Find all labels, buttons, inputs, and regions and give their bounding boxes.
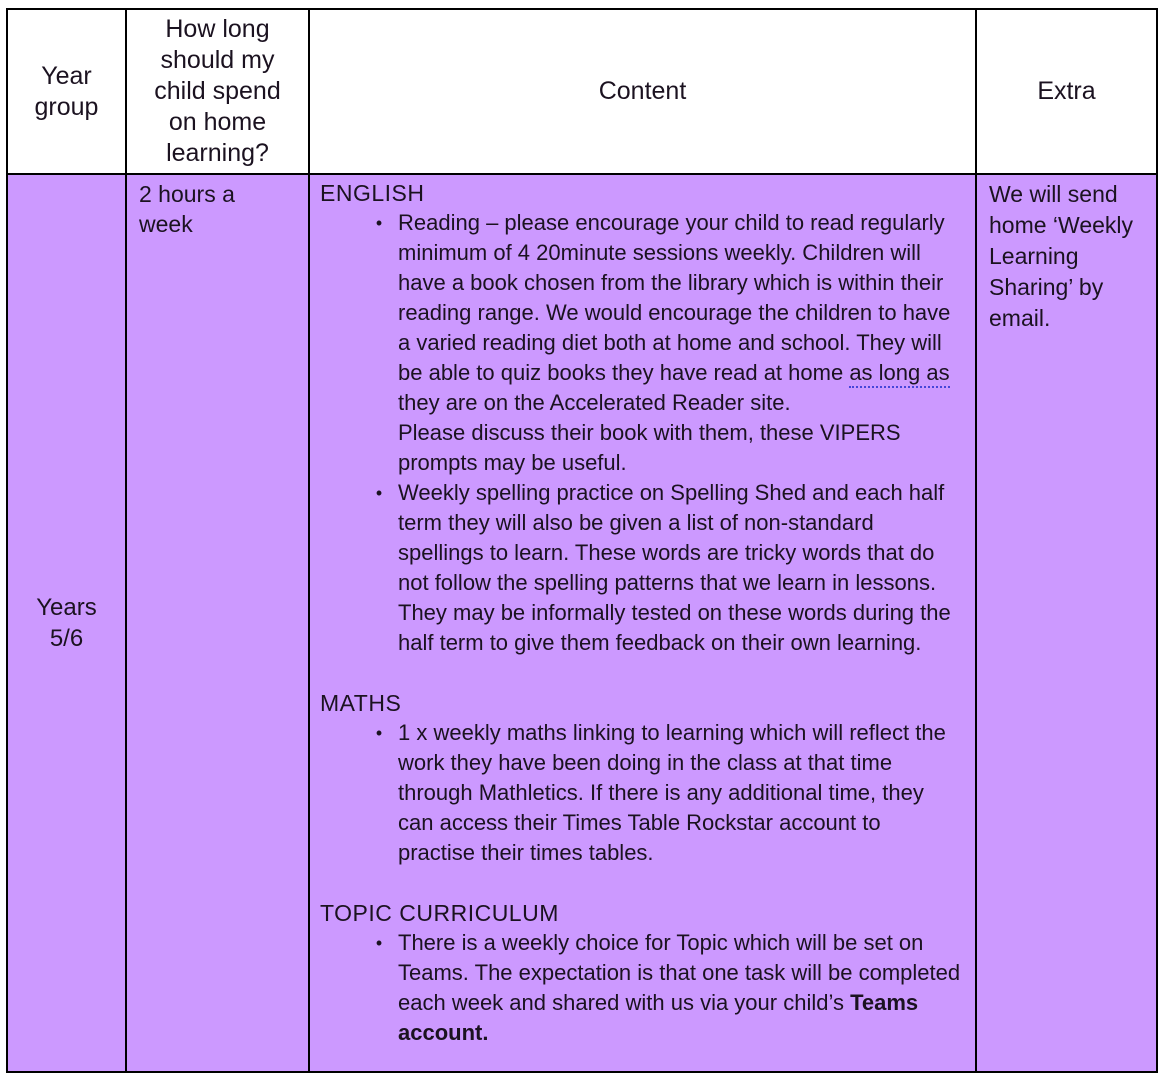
section-english [320,178,967,658]
bullet-icon: • [375,213,383,233]
header-content [309,9,976,174]
grammar-underline-run: as long as [849,360,949,388]
header-row [7,9,1157,174]
cell-extra [976,174,1157,1072]
header-duration-label: How long should my child spend on home learning? [154,15,281,167]
bullet-text-spelling: Weekly spelling practice on Spelling Shed and each half term they will also be given a list of non-standard spellings to learn. These words are tricky words that do not follow the spelling patterns that we learn in lessons. They may be informally tested on these words during the half term to give them feedback on their own learning. [398,480,951,655]
bullet-text-reading [398,208,967,478]
header-content-label: Content [598,77,687,105]
section-heading-topic: TOPIC CURRICULUM [320,900,559,926]
bullet-item-reading [360,208,967,478]
extra-value: We will send home ‘Weekly Learning Sharing’ by email. [989,181,1134,331]
reading-text-end: they are on the Accelerated Reader site. [398,390,791,415]
topic-text-start: There is a weekly choice for Topic which will be set on Teams. The expectation is that one task will be completed each week and shared with us via your child’s [398,930,961,1015]
cell-duration [126,174,309,1072]
table-row [7,174,1157,1072]
section-heading-english: ENGLISH [320,180,425,206]
duration-value: 2 hours a week [139,181,235,237]
topic-bold-run: Teams account. [398,990,919,1045]
header-year-group [7,9,126,174]
section-maths [320,688,967,868]
bullet-item-maths [360,718,967,868]
cell-year-group [7,174,126,1072]
section-heading-maths: MATHS [320,690,402,716]
header-year-group-label: Year group [34,61,99,121]
header-extra [976,9,1157,174]
reading-text-start: Reading – please encourage your child to read regularly minimum of 4 20minute sessions weekly. Children will have a book chosen from the library which is within their reading range. We would encourage the children to have a varied reading diet both at home and school. They will be able to quiz books they have read at home [398,210,951,385]
bullet-item-spelling [360,478,967,658]
bullet-icon: • [375,723,383,743]
header-extra-label: Extra [1037,77,1096,105]
section-topic-curriculum [320,898,967,1048]
bullet-icon: • [375,483,383,503]
home-learning-table [6,8,1158,1073]
bullet-text-maths: 1 x weekly maths linking to learning which will reflect the work they have been doing in the class at that time through Mathletics. If there is any additional time, they can access their Times Table Rockstar account to practise their times tables. [398,720,946,865]
cell-content [309,174,976,1072]
year-group-value: Years 5/6 [36,594,97,652]
header-duration [126,9,309,174]
bullet-icon: • [375,933,383,953]
bullet-text-topic [398,928,967,1048]
bullet-item-topic [360,928,967,1048]
reading-followup-line: Please discuss their book with them, these VIPERS prompts may be useful. [398,420,901,475]
